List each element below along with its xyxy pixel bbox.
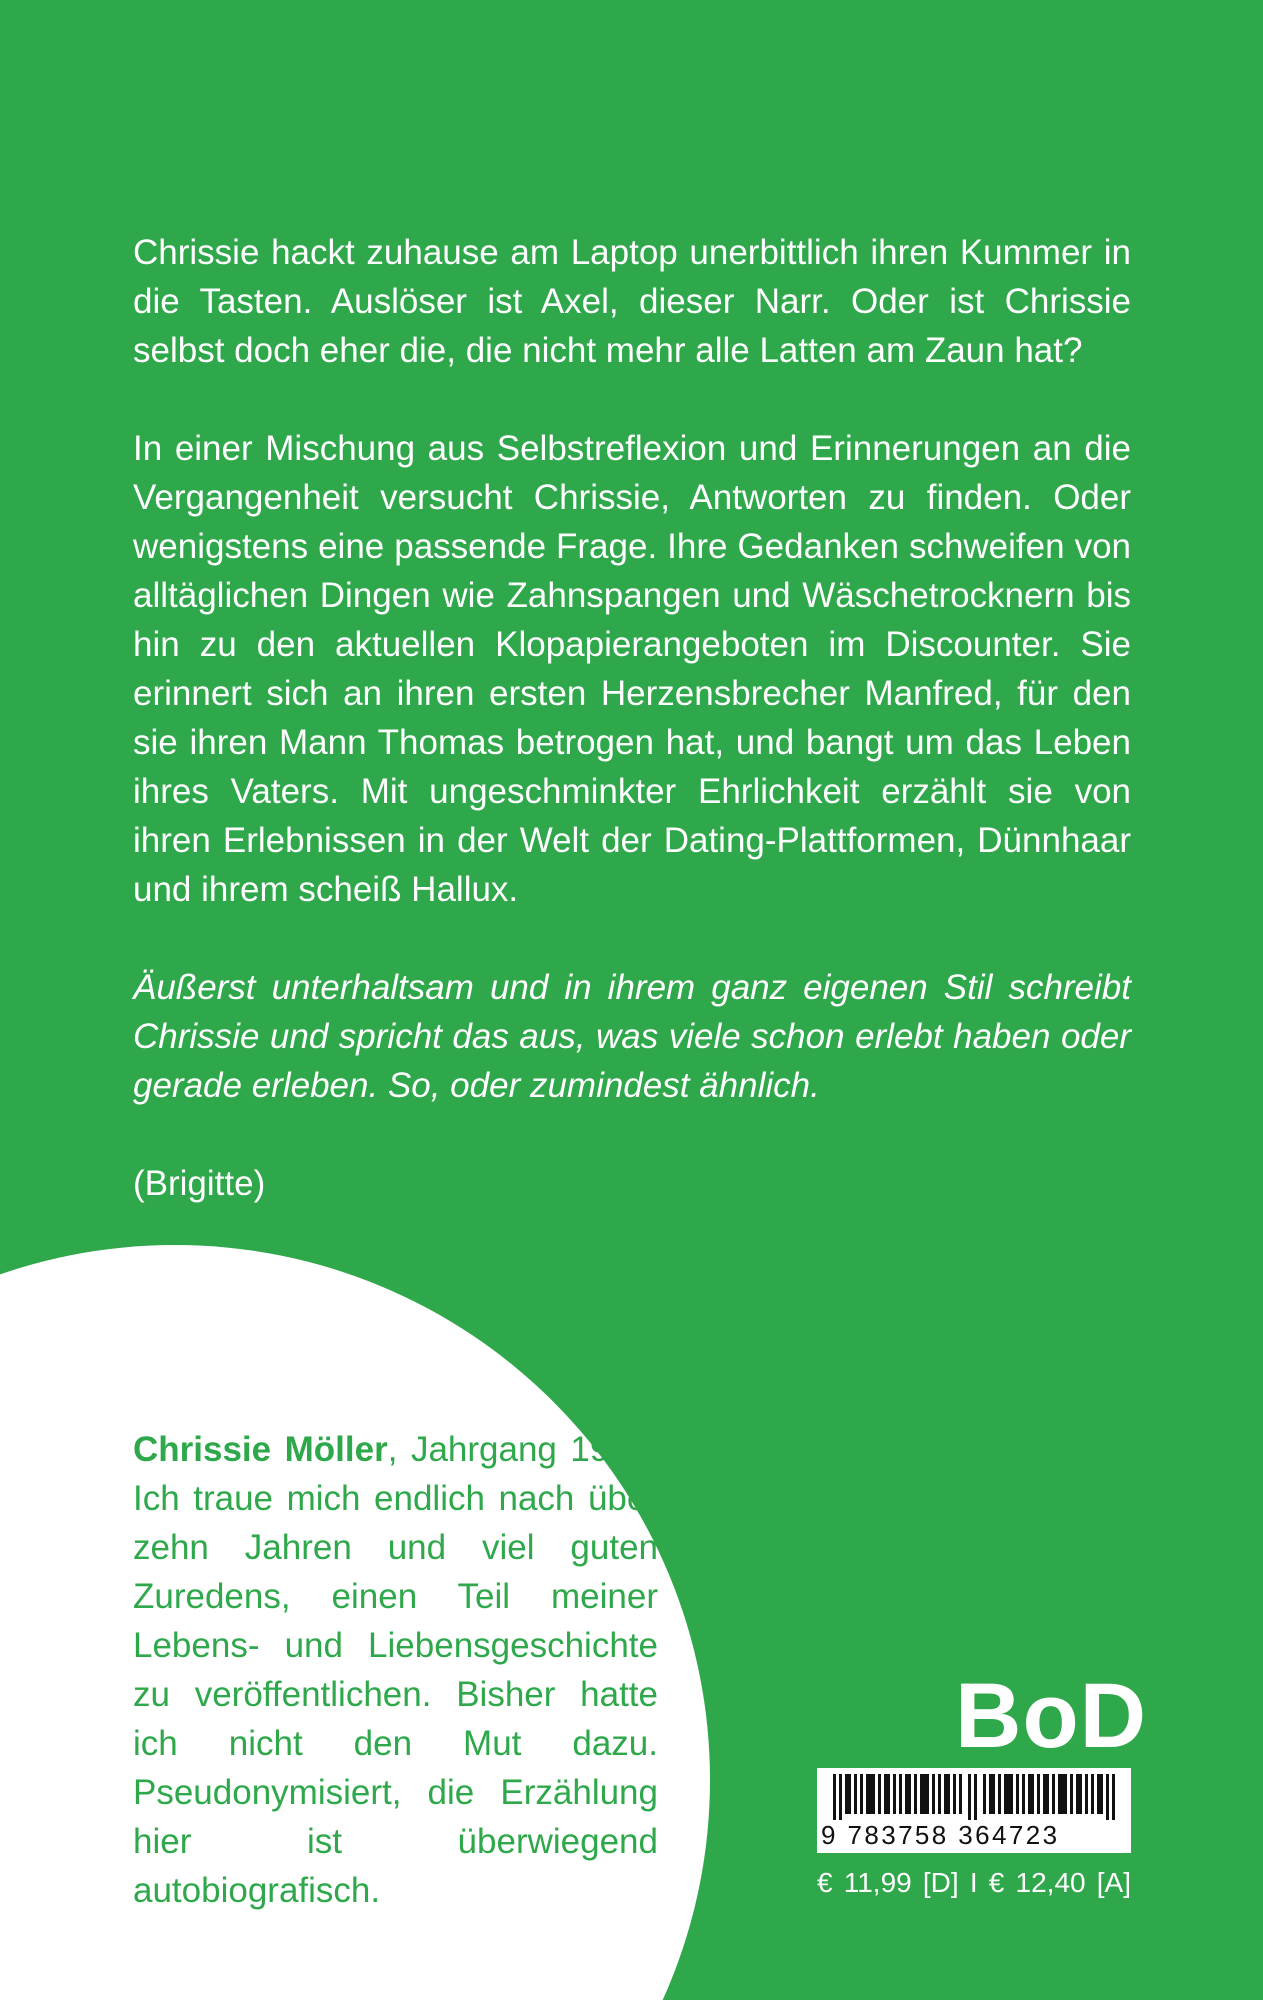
- blurb: [133, 228, 1131, 1257]
- barcode-bars: [833, 1774, 1115, 1820]
- isbn-barcode: [817, 1768, 1131, 1853]
- blurb-paragraph-1: Chrissie hackt zuhause am Laptop unerbittlich ihren Kummer in die Tasten. Auslöser ist Axel, dieser Narr. Oder ist Chrissie selbst doch eher die, die nicht mehr alle Latten am Zaun hat?: [133, 233, 1131, 370]
- isbn-number: 9 783758 364723: [821, 1820, 1060, 1850]
- publisher-logo: BoD: [955, 1665, 1148, 1767]
- author-bio-text: , Jahrgang 1968. Ich traue mich endlich nach über zehn Jahren und viel guten Zuredens, einen Teil meiner Lebens- und Liebensgeschichte zu veröffentlichen. Bisher hatte ich nicht den Mut dazu. Pseudonymisiert, die Erzählung hier ist überwiegend autobiografisch.: [133, 1430, 658, 1910]
- review-quote: Äußerst unterhaltsam und in ihrem ganz eigenen Stil schreibt Chrissie und spricht das aus, was viele schon erlebt haben oder gerade erleben. So, oder zumindest ähnlich.: [133, 968, 1131, 1105]
- blurb-paragraph-2: In einer Mischung aus Selbstreflexion und Erinnerungen an die Vergangenheit versucht Chrissie, Antworten zu finden. Oder wenigstens eine passende Frage. Ihre Gedanken schweifen von alltäglichen Dingen wie Zahnspangen und Wäschetrocknern bis hin zu den aktuellen Klopapierangeboten im Discounter. Sie erinnert sich an ihren ersten Herzensbrecher Manfred, für den sie ihren Mann Thomas betrogen hat, und bangt um das Leben ihres Vaters. Mit ungeschminkter Ehrlichkeit erzählt sie von ihren Erlebnissen in der Welt der Dating-Plattformen, Dünnhaar und ihrem scheiß Hallux.: [133, 429, 1131, 909]
- review-source: (Brigitte): [133, 1164, 266, 1203]
- price-label: € 11,99 [D] I € 12,40 [A]: [817, 1867, 1131, 1898]
- author-bio: [133, 1425, 658, 1915]
- author-name: Chrissie Möller: [133, 1430, 388, 1469]
